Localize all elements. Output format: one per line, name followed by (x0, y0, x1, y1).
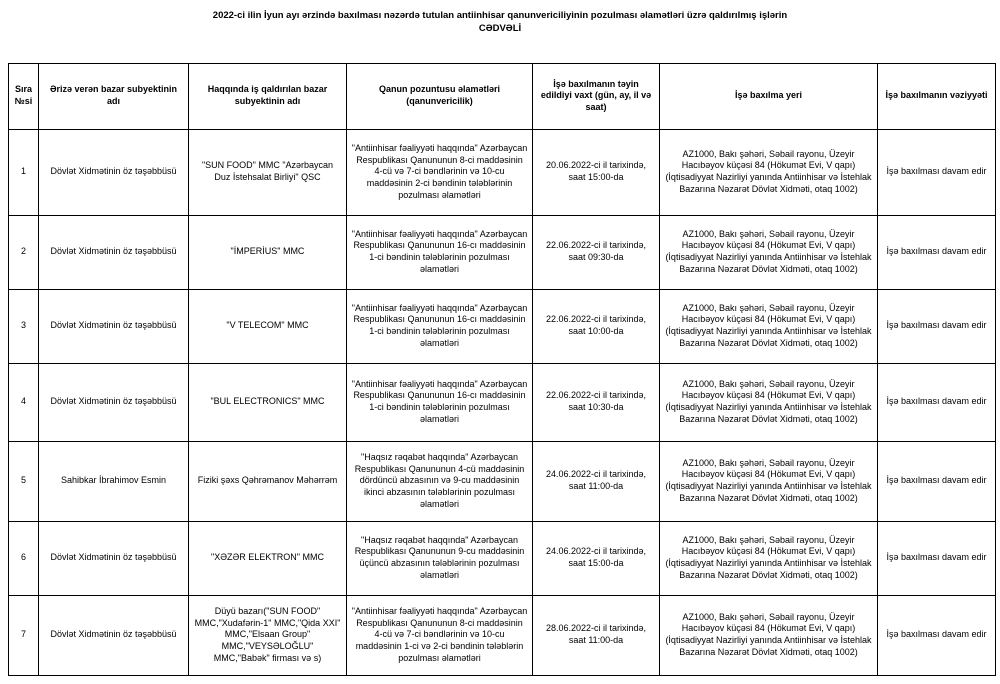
cell-violation: "Antiinhisar fəaliyyəti haqqında" Azərbaycan Respublikası Qanununun 16-cı maddəsinin 1-ci bəndinin tələblərinin pozulması əlamətləri (347, 215, 533, 289)
cell-datetime: 22.06.2022-ci il tarixində, saat 09:30-da (533, 215, 660, 289)
cell-venue: AZ1000, Bakı şəhəri, Səbail rayonu, Üzeyir Hacıbəyov küçəsi 84 (Hökumət Evi, V qapı) (İqtisadiyyat Nazirliyi yanında Antiinhisar və İstehlak Bazarına Nəzarət Dövlət Xidməti, otaq 1002) (660, 289, 878, 363)
column-header: İşə baxılmanın vəziyyəti (878, 63, 996, 129)
table-body (9, 129, 996, 675)
document-title-line2: CƏDVƏLİ (478, 22, 522, 34)
table-row (9, 521, 996, 595)
cell-num: 7 (9, 595, 39, 675)
column-header: Haqqında iş qaldırılan bazar subyektinin adı (189, 63, 347, 129)
table-row (9, 129, 996, 215)
cell-applicant: Dövlət Xidmətinin öz təşəbbüsü (39, 595, 189, 675)
cell-violation: "Antiinhisar fəaliyyəti haqqında" Azərbaycan Respublikası Qanununun 16-cı maddəsinin 1-ci bəndinin tələblərinin pozulması əlamətləri (347, 289, 533, 363)
cell-num: 5 (9, 441, 39, 521)
table-row (9, 215, 996, 289)
table-header (9, 63, 996, 129)
cell-violation: "Haqsız rəqabət haqqında" Azərbaycan Respublikası Qanununun 4-cü maddəsinin dördüncü abzasının və 9-cu maddəsinin ikinci abzasının tələblərinin pozulması əlamətləri (347, 441, 533, 521)
cell-num: 1 (9, 129, 39, 215)
cell-num: 3 (9, 289, 39, 363)
cell-status: İşə baxılması davam edir (878, 441, 996, 521)
column-header: İşə baxılmanın təyin edildiyi vaxt (gün, ay, il və saat) (533, 63, 660, 129)
cell-status: İşə baxılması davam edir (878, 595, 996, 675)
header-row (9, 63, 996, 129)
cell-applicant: Dövlət Xidmətinin öz təşəbbüsü (39, 521, 189, 595)
cell-violation: "Antiinhisar fəaliyyəti haqqında" Azərbaycan Respublikası Qanununun 8-ci maddəsinin 4-cü və 7-ci bəndlərinin və 10-cu maddəsinin 1-ci və 2-ci bəndinin tələblərin pozulması əlamətləri (347, 595, 533, 675)
cell-datetime: 22.06.2022-ci il tarixində, saat 10:00-da (533, 289, 660, 363)
cell-applicant: Sahibkar İbrahimov Esmin (39, 441, 189, 521)
cell-subject: "SUN FOOD" MMC "Azərbaycan Duz İstehsalat Birliyi" QSC (189, 129, 347, 215)
cell-num: 2 (9, 215, 39, 289)
cell-violation: "Antiinhisar fəaliyyəti haqqında" Azərbaycan Respublikası Qanununun 16-cı maddəsinin 1-ci bəndinin tələblərinin pozulması əlamətləri (347, 363, 533, 441)
cell-datetime: 20.06.2022-ci il tarixində, saat 15:00-da (533, 129, 660, 215)
cell-datetime: 24.06.2022-ci il tarixində, saat 11:00-da (533, 441, 660, 521)
column-header: İşə baxılma yeri (660, 63, 878, 129)
cell-subject: "BUL ELECTRONICS" MMC (189, 363, 347, 441)
cell-status: İşə baxılması davam edir (878, 521, 996, 595)
cell-venue: AZ1000, Bakı şəhəri, Səbail rayonu, Üzeyir Hacıbəyov küçəsi 84 (Hökumət Evi, V qapı) (İqtisadiyyat Nazirliyi yanında Antiinhisar və İstehlak Bazarına Nəzarət Dövlət Xidməti, otaq 1002) (660, 441, 878, 521)
document-title (0, 0, 1000, 36)
cell-datetime: 28.06.2022-ci il tarixində, saat 11:00-da (533, 595, 660, 675)
cell-num: 6 (9, 521, 39, 595)
cell-venue: AZ1000, Bakı şəhəri, Səbail rayonu, Üzeyir Hacıbəyov küçəsi 84 (Hökumət Evi, V qapı) (İqtisadiyyat Nazirliyi yanında Antiinhisar və İstehlak Bazarına Nəzarət Dövlət Xidməti, otaq 1002) (660, 521, 878, 595)
cell-datetime: 24.06.2022-ci il tarixində, saat 15:00-da (533, 521, 660, 595)
cell-num: 4 (9, 363, 39, 441)
cell-venue: AZ1000, Bakı şəhəri, Səbail rayonu, Üzeyir Hacıbəyov küçəsi 84 (Hökumət Evi, V qapı) (İqtisadiyyat Nazirliyi yanında Antiinhisar və İstehlak Bazarına Nəzarət Dövlət Xidməti, otaq 1002) (660, 595, 878, 675)
cell-status: İşə baxılması davam edir (878, 129, 996, 215)
table-row (9, 441, 996, 521)
cell-status: İşə baxılması davam edir (878, 363, 996, 441)
table-row (9, 595, 996, 675)
column-header: Qanun pozuntusu əlamətləri (qanunvericilik) (347, 63, 533, 129)
cell-subject: Düyü bazarı("SUN FOOD" MMC,"Xudafərin-1" MMC,"Qida XXI" MMC,"Elsaan Group" MMC,"VEYSƏLOĞLU" MMC,"Babək" firması və s) (189, 595, 347, 675)
cell-status: İşə baxılması davam edir (878, 289, 996, 363)
cell-applicant: Dövlət Xidmətinin öz təşəbbüsü (39, 289, 189, 363)
cell-subject: Fiziki şəxs Qəhrəmanov Məhərrəm (189, 441, 347, 521)
cell-datetime: 22.06.2022-ci il tarixində, saat 10:30-da (533, 363, 660, 441)
cell-violation: "Antiinhisar fəaliyyəti haqqında" Azərbaycan Respublikası Qanununun 8-ci maddəsinin 4-cü və 7-ci bəndlərinin və 10-cu maddəsinin 2-ci bəndinin tələblərinin pozulması əlamətləri (347, 129, 533, 215)
table-row (9, 363, 996, 441)
column-header: Ərizə verən bazar subyektinin adı (39, 63, 189, 129)
cell-venue: AZ1000, Bakı şəhəri, Səbail rayonu, Üzeyir Hacıbəyov küçəsi 84 (Hökumət Evi, V qapı) (İqtisadiyyat Nazirliyi yanında Antiinhisar və İstehlak Bazarına Nəzarət Dövlət Xidməti, otaq 1002) (660, 215, 878, 289)
document-title-line1: 2022-ci ilin İyun ayı ərzində baxılması nəzərdə tutulan antiinhisar qanunvericiliyinin pozulması əlamətləri üzrə qaldırılmış işlərin (212, 10, 788, 21)
cases-table (8, 63, 996, 676)
cell-venue: AZ1000, Bakı şəhəri, Səbail rayonu, Üzeyir Hacıbəyov küçəsi 84 (Hökumət Evi, V qapı) (İqtisadiyyat Nazirliyi yanında Antiinhisar və İstehlak Bazarına Nəzarət Dövlət Xidməti, otaq 1002) (660, 129, 878, 215)
table-row (9, 289, 996, 363)
cell-status: İşə baxılması davam edir (878, 215, 996, 289)
cell-applicant: Dövlət Xidmətinin öz təşəbbüsü (39, 363, 189, 441)
cell-venue: AZ1000, Bakı şəhəri, Səbail rayonu, Üzeyir Hacıbəyov küçəsi 84 (Hökumət Evi, V qapı) (İqtisadiyyat Nazirliyi yanında Antiinhisar və İstehlak Bazarına Nəzarət Dövlət Xidməti, otaq 1002) (660, 363, 878, 441)
cell-violation: "Haqsız rəqabət haqqında" Azərbaycan Respublikası Qanununun 9-cu maddəsinin üçüncü abzasının tələblərinin pozulması əlamətləri (347, 521, 533, 595)
column-header: Sıra №si (9, 63, 39, 129)
cell-subject: "V TELECOM" MMC (189, 289, 347, 363)
cell-subject: "XƏZƏR ELEKTRON" MMC (189, 521, 347, 595)
cell-applicant: Dövlət Xidmətinin öz təşəbbüsü (39, 215, 189, 289)
cell-subject: "İMPERİUS" MMC (189, 215, 347, 289)
cell-applicant: Dövlət Xidmətinin öz təşəbbüsü (39, 129, 189, 215)
